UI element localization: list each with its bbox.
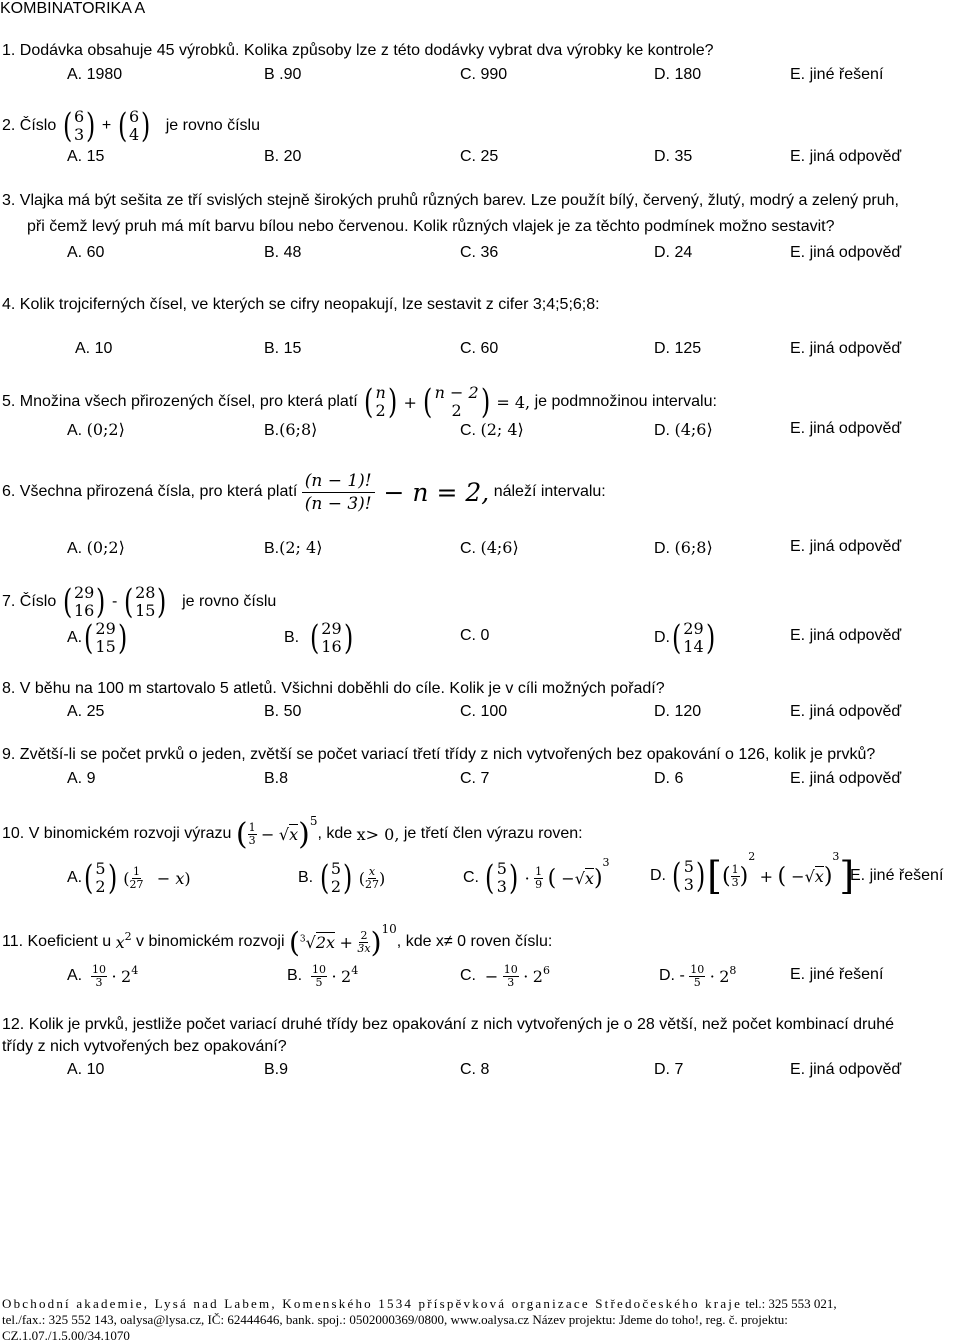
q1-option-c: C. 990 <box>460 66 508 83</box>
q8-option-b: B. 50 <box>264 703 302 720</box>
q7-option-b: B. ( 29 16 ) <box>284 618 353 658</box>
q10-option-a: A. ( 5 2 ) ( $\frac{1}{27}$ − x ) <box>67 858 191 898</box>
q6-prefix: 6. Všechna přirozená čísla, pro která platí <box>2 483 298 500</box>
question-9-text: 9. Zvětší-li se počet prvků o jeden, zvětší se počet variací třetí třídy z nich vytvořených bez opakování o 126, kolik je prvků? <box>2 746 876 763</box>
question-7-text <box>2 580 276 624</box>
q3-option-b: B. 48 <box>264 244 302 261</box>
q5-suffix: je podmnožinou intervalu: <box>534 393 717 410</box>
question-2-text <box>2 104 260 148</box>
q11-option-b: B. $\frac{10}{5}$ · 2 $^4$ <box>287 962 359 989</box>
q10-option-e: E. jiné řešení <box>850 867 944 884</box>
q7-prefix: 7. Číslo <box>2 593 57 610</box>
q10-option-b: B. ( 5 2 ) ( $\frac{x}{27}$ ) <box>298 858 386 898</box>
q7-option-a: A. ( 29 15 ) <box>67 618 128 658</box>
q12-option-e: E. jiná odpověď <box>790 1061 902 1078</box>
q2-option-d: D. 35 <box>654 148 693 165</box>
q2-prefix: 2. Číslo <box>2 117 57 134</box>
question-8-text: 8. V běhu na 100 m startovalo 5 atletů. Všichni doběhli do cíle. Kolik je v cíli možných pořadí? <box>2 680 665 697</box>
q8-option-e: E. jiná odpověď <box>790 703 902 720</box>
q12-option-d: D. 7 <box>654 1061 684 1078</box>
q2-binomial-1: ( 6 3 ) <box>62 106 96 146</box>
q4-option-e: E. jiná odpověď <box>790 340 902 357</box>
q5-binomial-2: ( n − 2 2 ) <box>423 382 490 422</box>
q12-option-c: C. 8 <box>460 1061 490 1078</box>
question-3-line2: při čemž levý pruh má mít barvu bílou nebo červenou. Kolik různých vlajek je za těchto podmínek možno sestavit? <box>27 218 835 235</box>
q11-option-a: A. $\frac{10}{3}$ · 2 $^4$ <box>67 962 139 989</box>
q7-binomial-1: ( 29 16 ) <box>62 582 106 622</box>
q2-option-a: A. 15 <box>67 148 105 165</box>
q11-prefix: 11. Koeficient u <box>2 933 112 950</box>
q12-option-b: B.9 <box>264 1061 289 1078</box>
q11-option-c: C. − $\frac{10}{3}$ · 2 $^6$ <box>460 962 550 989</box>
q4-option-b: B. 15 <box>264 340 302 357</box>
q9-option-b: B.8 <box>264 770 289 787</box>
q4-option-a: A. 10 <box>75 340 113 357</box>
q1-option-e: E. jiné řešení <box>790 66 884 83</box>
q11-cube-root: $^3$√2x <box>299 932 336 952</box>
q7-minus: - <box>112 593 118 610</box>
q8-option-a: A. 25 <box>67 703 105 720</box>
q2-option-c: C. 25 <box>460 148 499 165</box>
q5-option-e: E. jiná odpověď <box>790 420 902 437</box>
q8-option-c: C. 100 <box>460 703 508 720</box>
q8-option-d: D. 120 <box>654 703 702 720</box>
q6-fraction: (n − 1)! (n − 3)! <box>302 470 375 515</box>
q9-option-d: D. 6 <box>654 770 684 787</box>
q12-option-a: A. 10 <box>67 1061 105 1078</box>
q5-prefix: 5. Množina všech přirozených čísel, pro která platí <box>2 393 358 410</box>
q1-option-b: B .90 <box>264 66 302 83</box>
q10-suffix: je třetí člen výrazu roven: <box>403 825 583 842</box>
question-1-text: 1. Dodávka obsahuje 45 výrobků. Kolika způsoby lze z této dodávky vybrat dva výrobky ke kontrole? <box>2 42 714 59</box>
q2-suffix: je rovno číslu <box>165 117 260 134</box>
q7-option-d: D. ( 29 14 ) <box>654 618 715 658</box>
q10-prefix: 10. V binomickém rozvoji výrazu <box>2 825 232 842</box>
q5-binomial-1: ( n 2 ) <box>364 382 398 422</box>
q5-option-d: D. (4;6⟩ <box>654 420 713 439</box>
footer-line-3: CZ.1.07./1.5.00/34.1070 <box>2 1328 130 1343</box>
q4-option-c: C. 60 <box>460 340 499 357</box>
q11-option-d: D. - $\frac{10}{5}$ · 2 $^8$ <box>659 962 737 989</box>
q5-equation: = 4, <box>496 392 531 412</box>
q7-option-e: E. jiná odpověď <box>790 627 902 644</box>
question-11-text: 11. Koeficient u x $^2$ v binomickém rozvoji ( $^3$√2x + $\frac{2}{3x}$ ) $^{10}$ , kde x≠ 0 roven číslu: <box>2 922 553 959</box>
q6-option-e: E. jiná odpověď <box>790 538 902 555</box>
question-10-text: 10. V binomickém rozvoji výrazu ( $\frac{1}{3}$ − √x ) $^5$ , kde x> 0, je třetí člen výrazu roven: <box>2 814 583 852</box>
q6-option-a: A. (0;2⟩ <box>67 538 125 557</box>
q5-plus: + <box>403 392 417 412</box>
q9-option-a: A. 9 <box>67 770 96 787</box>
q4-option-d: D. 125 <box>654 340 702 357</box>
q6-option-d: D. (6;8⟩ <box>654 538 713 557</box>
page-title: KOMBINATORIKA A <box>0 0 146 17</box>
q9-option-e: E. jiná odpověď <box>790 770 902 787</box>
question-6-text <box>2 464 606 520</box>
question-5-text <box>2 380 717 424</box>
question-4-text: 4. Kolik trojciferných čísel, ve kterých se cifry neopakují, lze sestavit z cifer 3;4;5;6;8: <box>2 296 600 313</box>
q2-binomial-2: ( 6 4 ) <box>117 106 151 146</box>
q5-option-a: A. (0;2⟩ <box>67 420 125 439</box>
q5-option-c: C. (2; 4⟩ <box>460 420 524 439</box>
q2-option-b: B. 20 <box>264 148 302 165</box>
q3-option-e: E. jiná odpověď <box>790 244 902 261</box>
q10-fraction: $\frac{1}{3}$ <box>248 820 256 847</box>
q6-option-b: B.(2; 4⟩ <box>264 538 323 557</box>
q3-option-d: D. 24 <box>654 244 693 261</box>
q1-option-a: A. 1980 <box>67 66 123 83</box>
q6-equation: − n = 2, <box>383 477 490 507</box>
q10-option-d: D. ( 5 3 ) [ ( $\frac{1}{3}$ ) 2 + ( −√x ) 3 ] <box>650 850 855 898</box>
q3-option-a: A. 60 <box>67 244 105 261</box>
question-3-line1: 3. Vlajka má být sešita ze tří svislých stejně širokých pruhů různých barev. Lze použít bílý, červený, žlutý, modrý a zelený pruh, <box>2 192 899 209</box>
q10-option-c: C. ( 5 3 ) · $\frac{1}{9}$ ( −√x ) $^3$ <box>463 856 610 898</box>
q7-suffix: je rovno číslu <box>182 593 277 610</box>
q2-option-e: E. jiná odpověď <box>790 148 902 165</box>
q10-sqrt: √x <box>278 824 299 844</box>
q9-option-c: C. 7 <box>460 770 490 787</box>
q2-plus: + <box>101 117 112 134</box>
question-12-line1: 12. Kolik je prvků, jestliže počet variací druhé třídy bez opakování z nich vytvořených je o 28 větší, než počet kombinací druhé <box>2 1016 895 1033</box>
footer-line-1: Obchodní akademie, Lysá nad Labem, Komenského 1534 příspěvková organizace Středočeského kraje tel.: 325 553 021, <box>2 1296 837 1311</box>
footer-line-2: tel./fax.: 325 552 143, oalysa@lysa.cz, IČ: 62444646, bank. spoj.: 0502000369/0800, www.oalysa.cz Název projektu: Jdeme do toho!, reg. č. projektu: <box>2 1312 788 1327</box>
q7-binomial-2: ( 28 15 ) <box>123 582 167 622</box>
q6-suffix: náleží intervalu: <box>493 483 606 500</box>
q6-option-c: C. (4;6⟩ <box>460 538 519 557</box>
q7-option-c: C. 0 <box>460 627 490 644</box>
q11-suffix: , kde x≠ 0 roven číslu: <box>396 933 553 950</box>
q1-option-d: D. 180 <box>654 66 702 83</box>
q3-option-c: C. 36 <box>460 244 499 261</box>
q11-mid: v binomickém rozvoji <box>136 933 285 950</box>
q5-option-b: B.(6;8⟩ <box>264 420 318 439</box>
question-12-line2: třídy z nich vytvořených bez opakování? <box>2 1038 287 1055</box>
q11-option-e: E. jiné řešení <box>790 966 884 983</box>
